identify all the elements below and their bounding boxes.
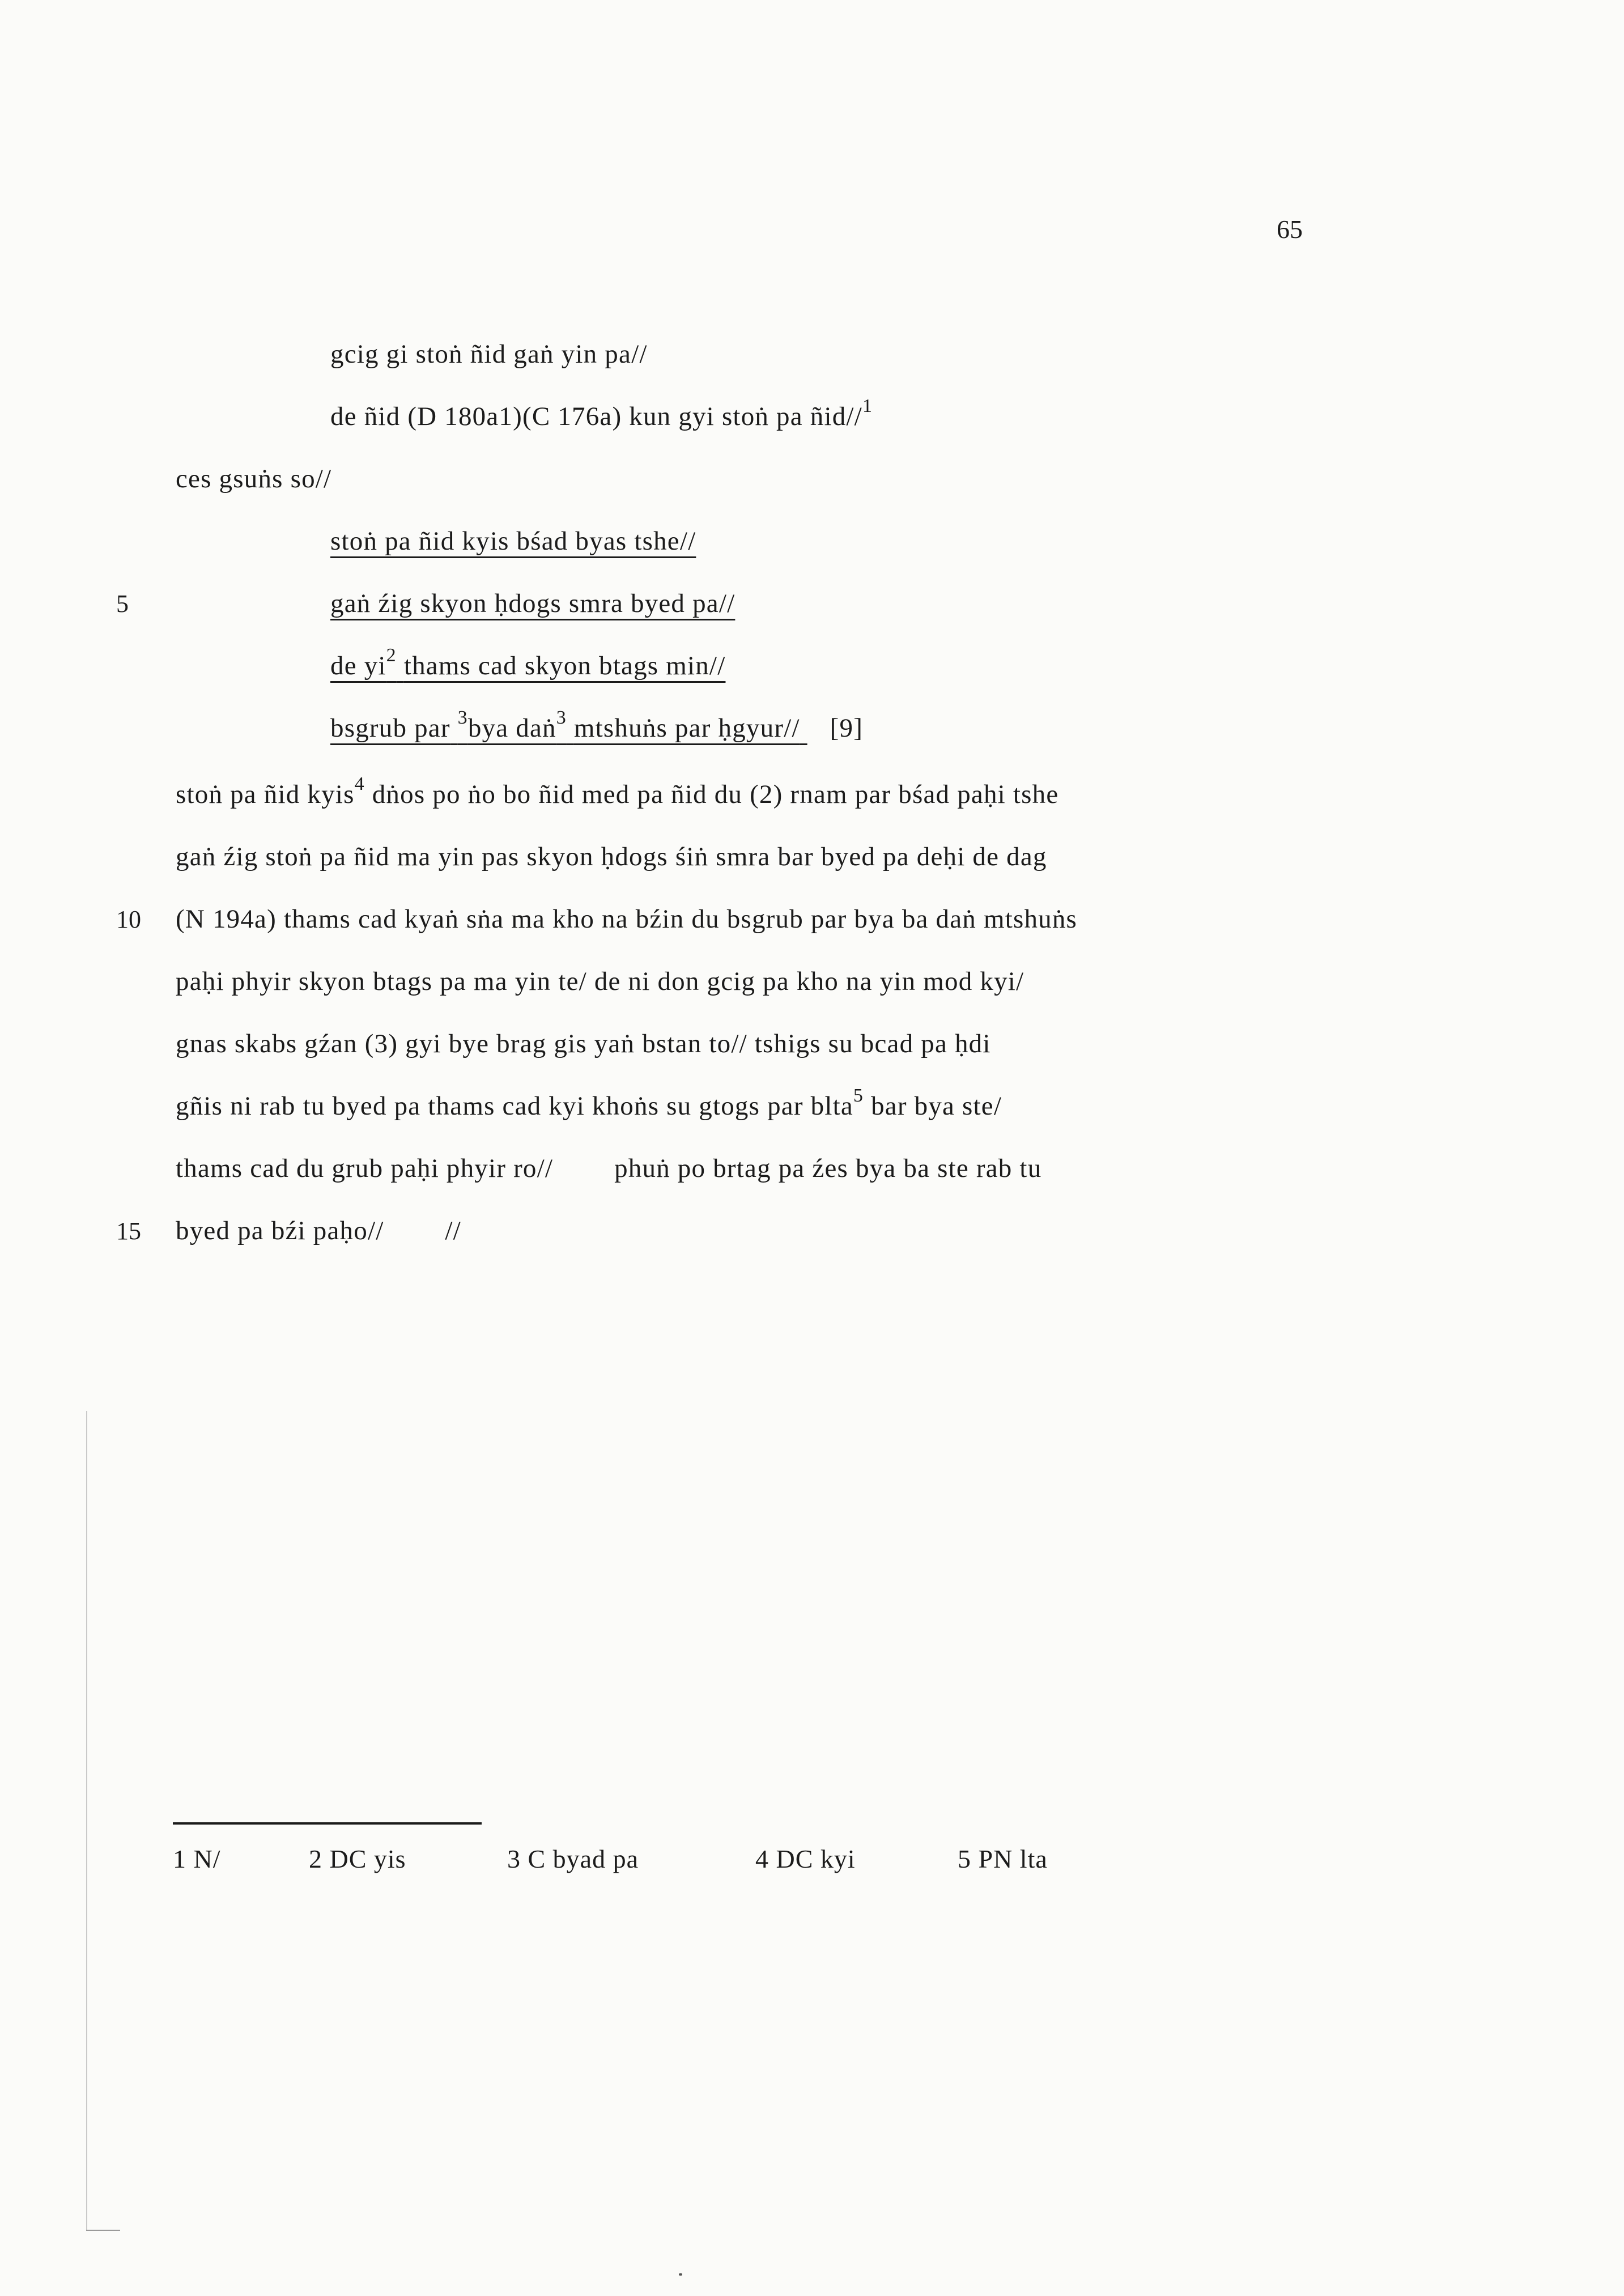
footnote-ref: 3: [556, 707, 567, 729]
text: bya daṅ: [467, 713, 556, 743]
scan-margin-line: [86, 1411, 87, 2230]
verse-line-underlined: [330, 588, 735, 619]
text: stoṅ pa ñid kyis: [176, 780, 355, 809]
text: (N 194a) thams cad kyaṅ sṅa ma kho na bźin du bsgrub par bya ba daṅ mtshuṅs: [176, 904, 1078, 934]
text: bsgrub par: [330, 713, 450, 743]
footnote-rule: [173, 1822, 482, 1825]
footnote-ref: 2: [386, 645, 397, 666]
footnote-ref: 1: [862, 396, 873, 417]
line-number: 10: [116, 905, 141, 933]
text: gñis ni rab tu byed pa thams cad kyi khoṅs su gtogs par blta: [176, 1091, 853, 1121]
prose-line: [176, 966, 1024, 997]
verse-line-underlined: [330, 645, 726, 681]
footnote-ref: 4: [354, 773, 365, 795]
text: de ñid (D 180a1)(C 176a) kun gyi stoṅ pa ñid//: [330, 402, 862, 431]
text: stoṅ pa ñid kyis bśad byas tshe//: [330, 526, 696, 556]
text: de yi: [330, 651, 386, 681]
prose-line: [176, 1153, 1041, 1184]
verse-line: [330, 339, 648, 369]
text: mtshuṅs par ḥgyur//: [573, 713, 800, 743]
footnote: 2 DC yis: [309, 1844, 406, 1873]
prose-line: [176, 773, 1059, 810]
text: gaṅ źig skyon ḥdogs smra byed pa//: [330, 589, 736, 618]
text: paḥi phyir skyon btags pa ma yin te/ de ni don gcig pa kho na yin mod kyi/: [176, 967, 1024, 996]
page-number: 65: [1277, 215, 1303, 244]
scan-margin-tick: [86, 2230, 120, 2231]
footnote: 4 DC kyi: [755, 1844, 856, 1873]
text: byed pa bźi paḥo//: [176, 1216, 384, 1245]
text: bar bya ste/: [871, 1091, 1002, 1121]
text: gaṅ źig stoṅ pa ñid ma yin pas skyon ḥdogs śiṅ smra bar byed pa deḥi de dag: [176, 842, 1047, 871]
verse-number: [9]: [830, 713, 864, 743]
line-number: 15: [116, 1217, 141, 1245]
footnote-ref: 5: [853, 1085, 864, 1107]
footnote-ref: 3: [457, 707, 468, 729]
prose-line: [176, 1028, 991, 1059]
verse-line: [330, 396, 873, 432]
line-number: 5: [116, 590, 129, 618]
verse-line-underlined: [330, 707, 864, 743]
text: ces gsuṅs so//: [176, 464, 332, 494]
footnote: 3 C byad pa: [507, 1844, 639, 1873]
text: thams cad skyon btags min//: [403, 651, 726, 681]
prose-line: [176, 464, 331, 494]
text: dṅos po ṅo bo ñid med pa ñid du (2) rnam par bśad paḥi tshe: [372, 780, 1059, 809]
prose-line: [176, 841, 1047, 872]
text: //: [445, 1216, 461, 1245]
prose-line: [176, 904, 1077, 934]
text: gcig gi stoṅ ñid gaṅ yin pa//: [330, 339, 648, 369]
scan-speck: [679, 2273, 682, 2276]
text: phuṅ po brtag pa źes bya ba ste rab tu: [614, 1154, 1042, 1183]
prose-line: [176, 1215, 461, 1246]
text: thams cad du grub paḥi phyir ro//: [176, 1154, 554, 1183]
footnote: 1 N/: [173, 1844, 221, 1873]
footnote: 5 PN lta: [958, 1844, 1048, 1873]
prose-line: [176, 1085, 1002, 1121]
text: gnas skabs gźan (3) gyi bye brag gis yaṅ bstan to// tshigs su bcad pa ḥdi: [176, 1029, 991, 1058]
verse-line-underlined: [330, 526, 696, 556]
